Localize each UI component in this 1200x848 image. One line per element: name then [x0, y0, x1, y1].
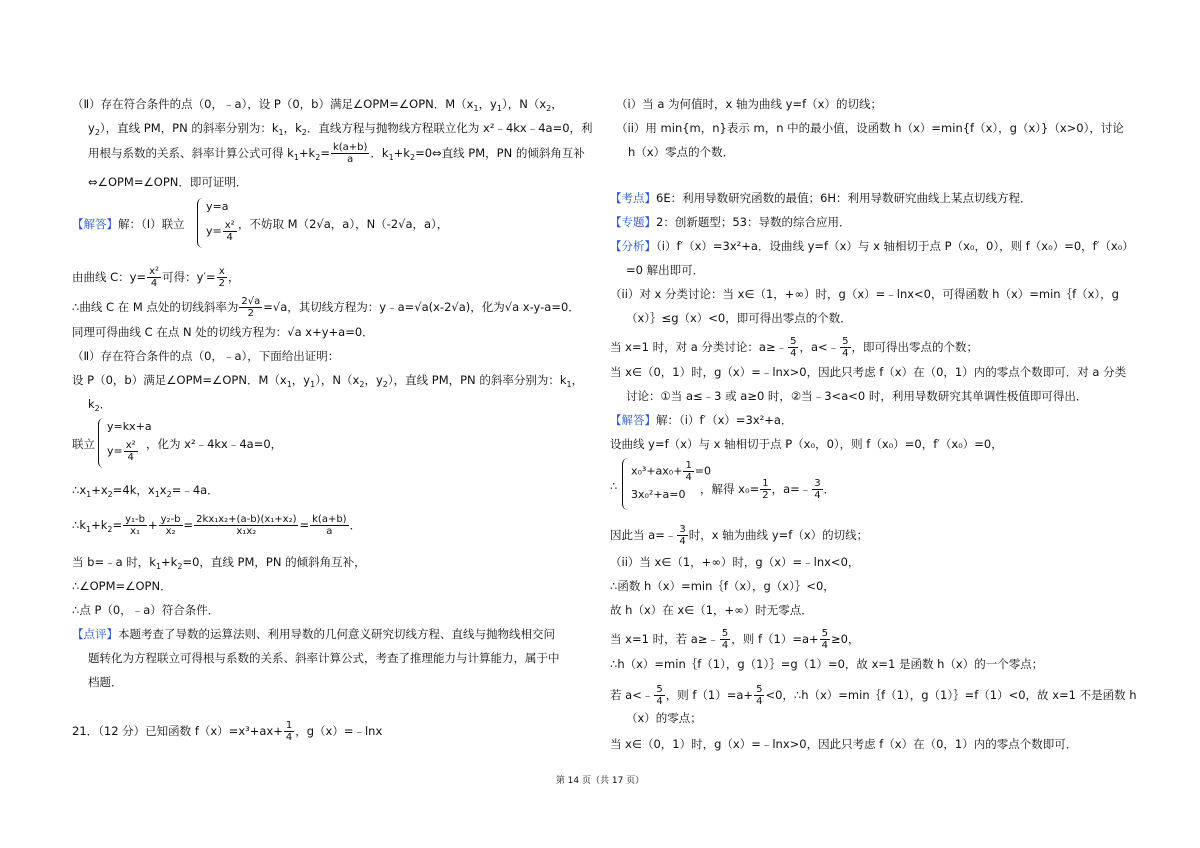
solution-line-13: ∴点 P（0，﹣a）符合条件．	[72, 603, 220, 617]
answer-line-4: 因此当 a=﹣ $\frac{3}{4}$ 时，x 轴为曲线 y=f（x）的切线；	[610, 524, 869, 547]
therefore-symbol: ∴	[610, 479, 618, 493]
answer-line-11: （x）的零点；	[626, 711, 702, 725]
solution-line-10: $\therefore k_1+k_2=$ $\frac{\text{y₁-b}}{\text{x₁}}$ + $\frac{\text{y₂-b}}{\text{x₂}}$ = $\frac{\text{2kx₁x₂+(a-b)(x₁+x₂)}}{\text{x₁x₂}}$ = $\frac{k(a+b)}{a}$ ．	[72, 514, 362, 537]
fenxi-line-5: 当 x=1 时，对 a 分类讨论：a≥﹣ $\frac{5}{4}$ ，a<﹣ $\frac{5}{4}$ ，即可得出零点的个数；	[610, 336, 979, 359]
solution-line-5: （Ⅱ）存在符合条件的点（0，﹣a），下面给出证明：	[72, 349, 340, 363]
solution-line-3: ∴曲线 C 在 M 点处的切线斜率为 $\frac{2√a}{2}$ =√a，其切线方程为：y﹣a=√a(x-2√a)，化为√a x-y-a=0．	[72, 296, 580, 319]
zhuanti-line: 【专题】2：创新题型；53：导数的综合应用．	[610, 215, 851, 229]
solution-line-8: ，化为 x²﹣4kx﹣4a=0，	[146, 437, 283, 451]
solution-line-2: 由曲线 C：y= $\frac{\text{x²}}{4}$ 可得：y′= $\frac{x}{2}$ ，	[72, 266, 240, 289]
solution-line-11: 当 b=﹣a 时，$k_1+k_2=0$，直线 PM，PN 的倾斜角互补，	[72, 555, 366, 571]
question-part-i: （i）当 a 为何值时，x 轴为曲线 y=f（x）的切线；	[616, 97, 882, 111]
zhuanti-tag: 【专题】	[610, 215, 656, 229]
fenxi-line-3: （ii）对 x 分类讨论：当 x∈（1，+∞）时，g（x）=﹣lnx<0，可得函数 h（x）=min｛f（x），g	[610, 287, 1119, 301]
page-footer: 第 14 页（共 17 页）	[555, 776, 645, 786]
answer-line-6: ∴函数 h（x）=min｛f（x），g（x）｝<0，	[610, 579, 835, 593]
analysis-line-4: ⇔∠OPM=∠OPN．即可证明．	[88, 175, 248, 189]
answer-line-7: 故 h（x）在 x∈（1，+∞）时无零点．	[610, 603, 813, 617]
fenxi-line-2: =0 解出即可．	[626, 263, 705, 277]
answer-line-3: ，解得 x₀= $\frac{1}{2}$ ，a=﹣ $\frac{3}{4}$ ．	[700, 478, 836, 501]
system-brace-2: y=kx+a y= $\frac{\text{x²}}{4}$	[98, 418, 168, 468]
analysis-line-3: 用根与系数的关系、斜率计算公式可得 $k_1+k_2=$ $\frac{k(a+b)}{a}$ ．$k_1+k_2=0\Leftrightarrow$直线 PM，PN 的倾斜角互补	[88, 142, 585, 165]
answer-line-8: 当 x=1 时，若 a≥﹣ $\frac{5}{4}$ ，则 f（1）=a+ $\frac{5}{4}$ ≥0，	[610, 628, 860, 651]
fenxi-tag: 【分析】	[610, 239, 656, 253]
question-part-ii-cont: h（x）零点的个数．	[628, 145, 735, 159]
solution-line-1b: ，不妨取 M（2√a，a），N（-2√a，a），	[238, 217, 449, 231]
review-line-1: 【点评】本题考查了导数的运算法则、利用导数的几何意义研究切线方程、直线与抛物线相交问	[72, 627, 555, 641]
solution-line-4: 同理可得曲线 C 在点 N 处的切线方程为：√a x+y+a=0．	[72, 325, 374, 339]
solution-tag: 【解答】	[72, 217, 118, 231]
answer-line-10: 若 a<﹣ $\frac{5}{4}$ ，则 f（1）=a+ $\frac{5}{4}$ <0，∴h（x）=min｛f（1），g（1）｝=f（1）<0，故 x=1 不是函数 h	[610, 684, 1137, 707]
solution-line-12: ∴∠OPM=∠OPN．	[72, 579, 172, 593]
kaodian-line: 【考点】6E：利用导数研究函数的最值；6H：利用导数研究曲线上某点切线方程．	[610, 191, 1032, 205]
fenxi-line-6: 当 x∈（0，1）时，g（x）=﹣lnx>0，因此只考虑 f（x）在（0，1）内的零点个数即可．对 a 分类	[610, 365, 1127, 379]
fenxi-line-7: 讨论：①当 a≤﹣3 或 a≥0 时，②当﹣3<a<0 时，利用导数研究其单调性极值即可得出．	[626, 389, 1088, 403]
answer-line-2: 设曲线 y=f（x）与 x 轴相切于点 P（x₀，0），则 f（x₀）=0，f′（x₀）=0，	[610, 437, 1003, 451]
review-line-3: 档题．	[88, 675, 123, 689]
kaodian-tag: 【考点】	[610, 191, 656, 205]
question-21: 21．（12 分）已知函数 f（x）=x³+ax+ $\frac{1}{4}$ ，g（x）=﹣lnx	[72, 720, 383, 743]
answer-tag: 【解答】	[610, 413, 656, 427]
question-part-ii: （ii）用 min{m，n}表示 m，n 中的最小值，设函数 h（x）=min{f（x），g（x）}（x>0），讨论	[616, 121, 1124, 135]
solution-line-9: $\therefore x_1+x_2=4k$，$x_1x_2=﹣4a$．	[72, 483, 219, 499]
lianli-label: 联立	[72, 437, 95, 451]
solution-line-6: 设 P（0，b）满足∠OPM=∠OPN．$M(x_1$，$y_1$），$N(x_2$，$y_2$），直线 PM，PN 的斜率分别为：$k_1$，	[72, 373, 584, 389]
fenxi-line-1: 【分析】（i）f′（x）=3x²+a．设曲线 y=f（x）与 x 轴相切于点 P（x₀，0），则 f（x₀）=0，f′（x₀）	[610, 239, 1134, 253]
system-brace-3: x₀³+ax₀+ $\frac{1}{4}$ =0 3x₀²+a=0	[622, 458, 702, 510]
solution-line-1: 【解答】解：（Ⅰ）联立	[72, 217, 185, 231]
review-line-2: 题转化为方程联立可得根与系数的关系、斜率计算公式，考查了推理能力与计算能力，属于中	[88, 651, 560, 665]
answer-line-1: 【解答】解：（i）f′（x）=3x²+a．	[610, 413, 793, 427]
fenxi-line-4: （x）｝≤g（x）<0，即可得出零点的个数．	[626, 311, 852, 325]
analysis-line-2: $y_2$），直线 PM，PN 的斜率分别为：$k_1$，$k_2$．直线方程与抛物线方程联立化为 x²﹣4kx﹣4a=0，利	[88, 121, 593, 137]
solution-line-7: $k_2$．	[88, 397, 112, 413]
answer-line-5: （ii）当 x∈（1，+∞）时，g（x）=﹣lnx<0，	[610, 555, 860, 569]
analysis-line-1: （Ⅱ）存在符合条件的点（0，﹣a），设 P（0，b）满足∠OPM=∠OPN．$M(x_1$，$y_1$），$N(x_2$，	[72, 97, 563, 113]
answer-line-12: 当 x∈（0，1）时，g（x）=﹣lnx>0，因此只考虑 f（x）在（0，1）内的零点个数即可．	[610, 737, 1078, 751]
system-brace-1: y=a y= $\frac{\text{x²}}{4}$	[197, 198, 257, 248]
answer-line-9: ∴h（x）=min｛f（1），g（1）｝=g（1）=0，故 x=1 是函数 h（x）的一个零点；	[610, 657, 1044, 671]
review-tag: 【点评】	[72, 627, 118, 641]
